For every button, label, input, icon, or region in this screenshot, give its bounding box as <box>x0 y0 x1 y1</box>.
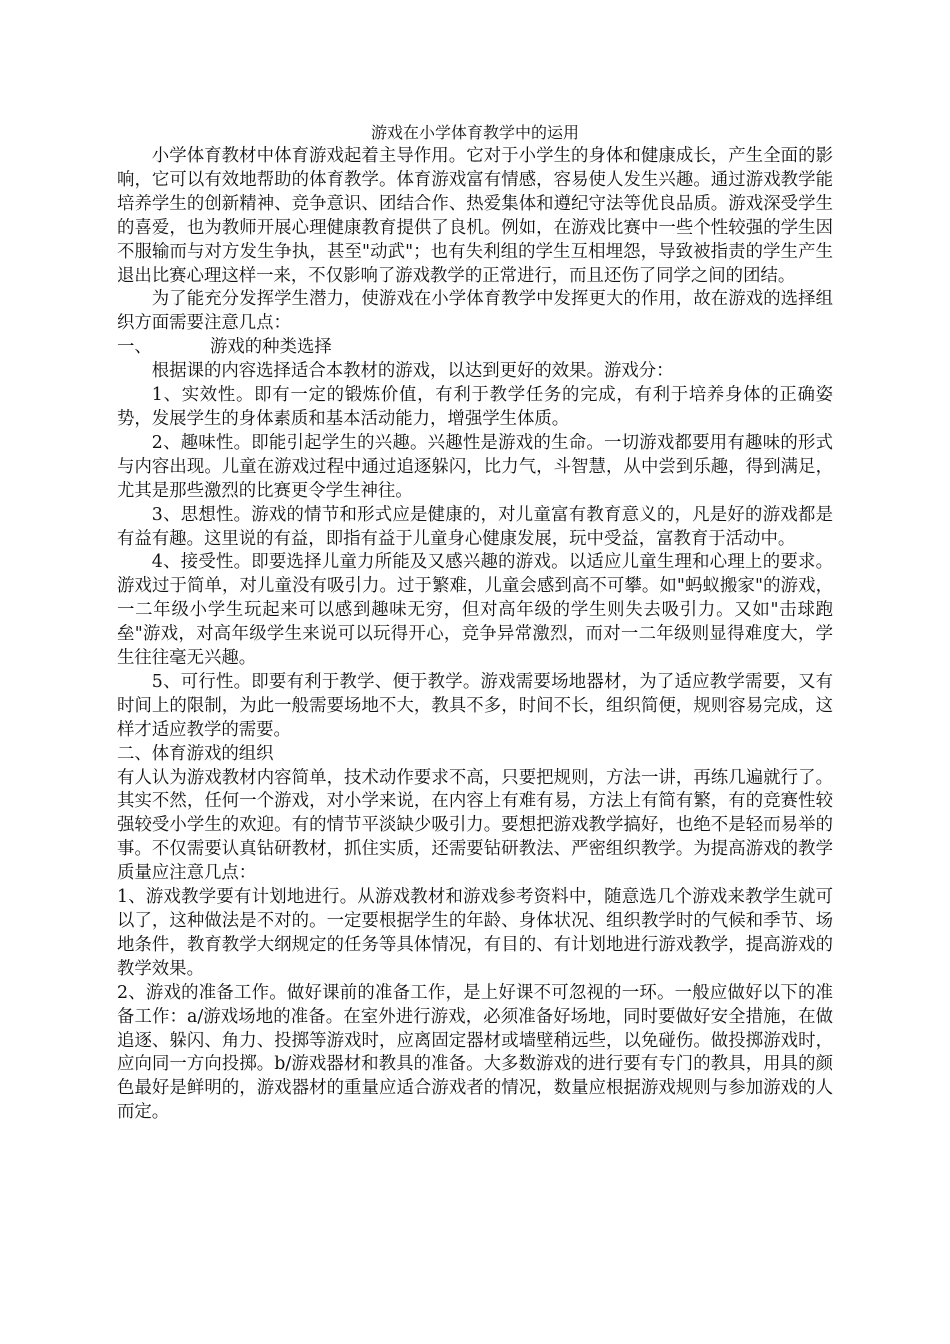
section-heading: 二、体育游戏的组织 <box>117 743 274 764</box>
list-item: 3、思想性。游戏的情节和形式应是健康的，对儿童富有教育意义的，凡是好的游戏都是有益有趣。这里说的有益，即指有益于儿童身心健康发展，玩中受益，富教育于活动中。 <box>117 504 833 549</box>
list-item: 2、趣味性。即能引起学生的兴趣。兴趣性是游戏的生命。一切游戏都要用有趣味的形式与内容出现。儿童在游戏过程中通过追逐躲闪，比力气，斗智慧，从中尝到乐趣，得到满足，尤其是那些激烈的比赛更令学生神往。 <box>117 432 833 501</box>
list-item: 1、实效性。即有一定的锻炼价值，有利于教学任务的完成，有利于培养身体的正确姿势，发展学生的身体素质和基本活动能力，增强学生体质。 <box>117 385 833 429</box>
section-title: 游戏的种类选择 <box>210 337 332 358</box>
list-item: 5、可行性。即要有利于教学、便于教学。游戏需要场地器材，为了适应教学需要，又有时间上的限制，为此一般需要场地不大，教具不多，时间不长，组织简便，规则容易完成，这样才适应教学的需要。 <box>117 671 833 740</box>
intro-paragraph: 为了能充分发挥学生潜力，使游戏在小学体育教学中发挥更大的作用，故在游戏的选择组织方面需要注意几点： <box>117 289 833 334</box>
list-item: 1、游戏教学要有计划地进行。从游戏教材和游戏参考资料中，随意选几个游戏来教学生就可以了，这种做法是不对的。一定要根据学生的年龄、身体状况、组织教学时的气候和季节、场地条件，教育教学大纲规定的任务等具体情况，有目的、有计划地进行游戏教学，提高游戏的教学效果。 <box>117 887 833 979</box>
list-item: 2、游戏的准备工作。做好课前的准备工作，是上好课不可忽视的一环。一般应做好以下的准备工作：a/游戏场地的准备。在室外进行游戏，必须准备好场地，同时要做好安全措施，在做追逐、躲闪、角力、投掷等游戏时，应离固定器材或墙壁稍远些，以免碰伤。做投掷游戏时，应向同一方向投掷。b/游戏器材和教具的准备。大多数游戏的进行要有专门的教具，用具的颜色最好是鲜明的，游戏器材的重量应适合游戏者的情况，数量应根据游戏规则与参加游戏的人而定。 <box>117 982 833 1123</box>
intro-paragraph: 小学体育教材中体育游戏起着主导作用。它对于小学生的身体和健康成长，产生全面的影响，它可以有效地帮助的体育教学。体育游戏富有情感，容易使人发生兴趣。通过游戏教学能培养学生的创新精神、竞争意识、团结合作、热爱集体和遵纪守法等优良品质。游戏深受学生的喜爱，也为教师开展心理健康教育提供了良机。例如，在游戏比赛中一些个性较强的学生因不服输而与对方发生争执，甚至"动武"；也有失利组的学生互相埋怨，导致被指责的学生产生退出比赛心理这样一来，不仅影响了游戏教学的正常进行，而且还伤了同学之间的团结。 <box>117 146 833 286</box>
section-number: 一、 <box>117 337 152 358</box>
document-page <box>117 121 833 1125</box>
list-item: 4、接受性。即要选择儿童力所能及又感兴趣的游戏。以适应儿童生理和心理上的要求。游戏过于简单，对儿童没有吸引力。过于繁难，儿童会感到高不可攀。如"蚂蚁搬家"的游戏，一二年级小学生玩起来可以感到趣味无穷，但对高年级的学生则失去吸引力。又如"击球跑垒"游戏，对高年级学生来说可以玩得开心，竞争异常激烈，而对一二年级则显得难度大，学生往往毫无兴趣。 <box>117 552 833 669</box>
document-title: 游戏在小学体育教学中的运用 <box>370 123 579 142</box>
section-intro: 根据课的内容选择适合本教材的游戏，以达到更好的效果。游戏分： <box>151 361 674 382</box>
section-intro: 有人认为游戏教材内容简单，技术动作要求不高，只要把规则，方法一讲，再练几遍就行了。其实不然，任何一个游戏，对小学来说，在内容上有难有易，方法上有简有繁，有的竞赛性较强较受小学生的欢迎。有的情节平淡缺少吸引力。要想把游戏教学搞好，也绝不是轻而易举的事。不仅需要认真钻研教材，抓住实质，还需要钻研教法、严密组织教学。为提高游戏的教学质量应注意几点： <box>117 767 833 884</box>
section-heading <box>117 336 833 360</box>
